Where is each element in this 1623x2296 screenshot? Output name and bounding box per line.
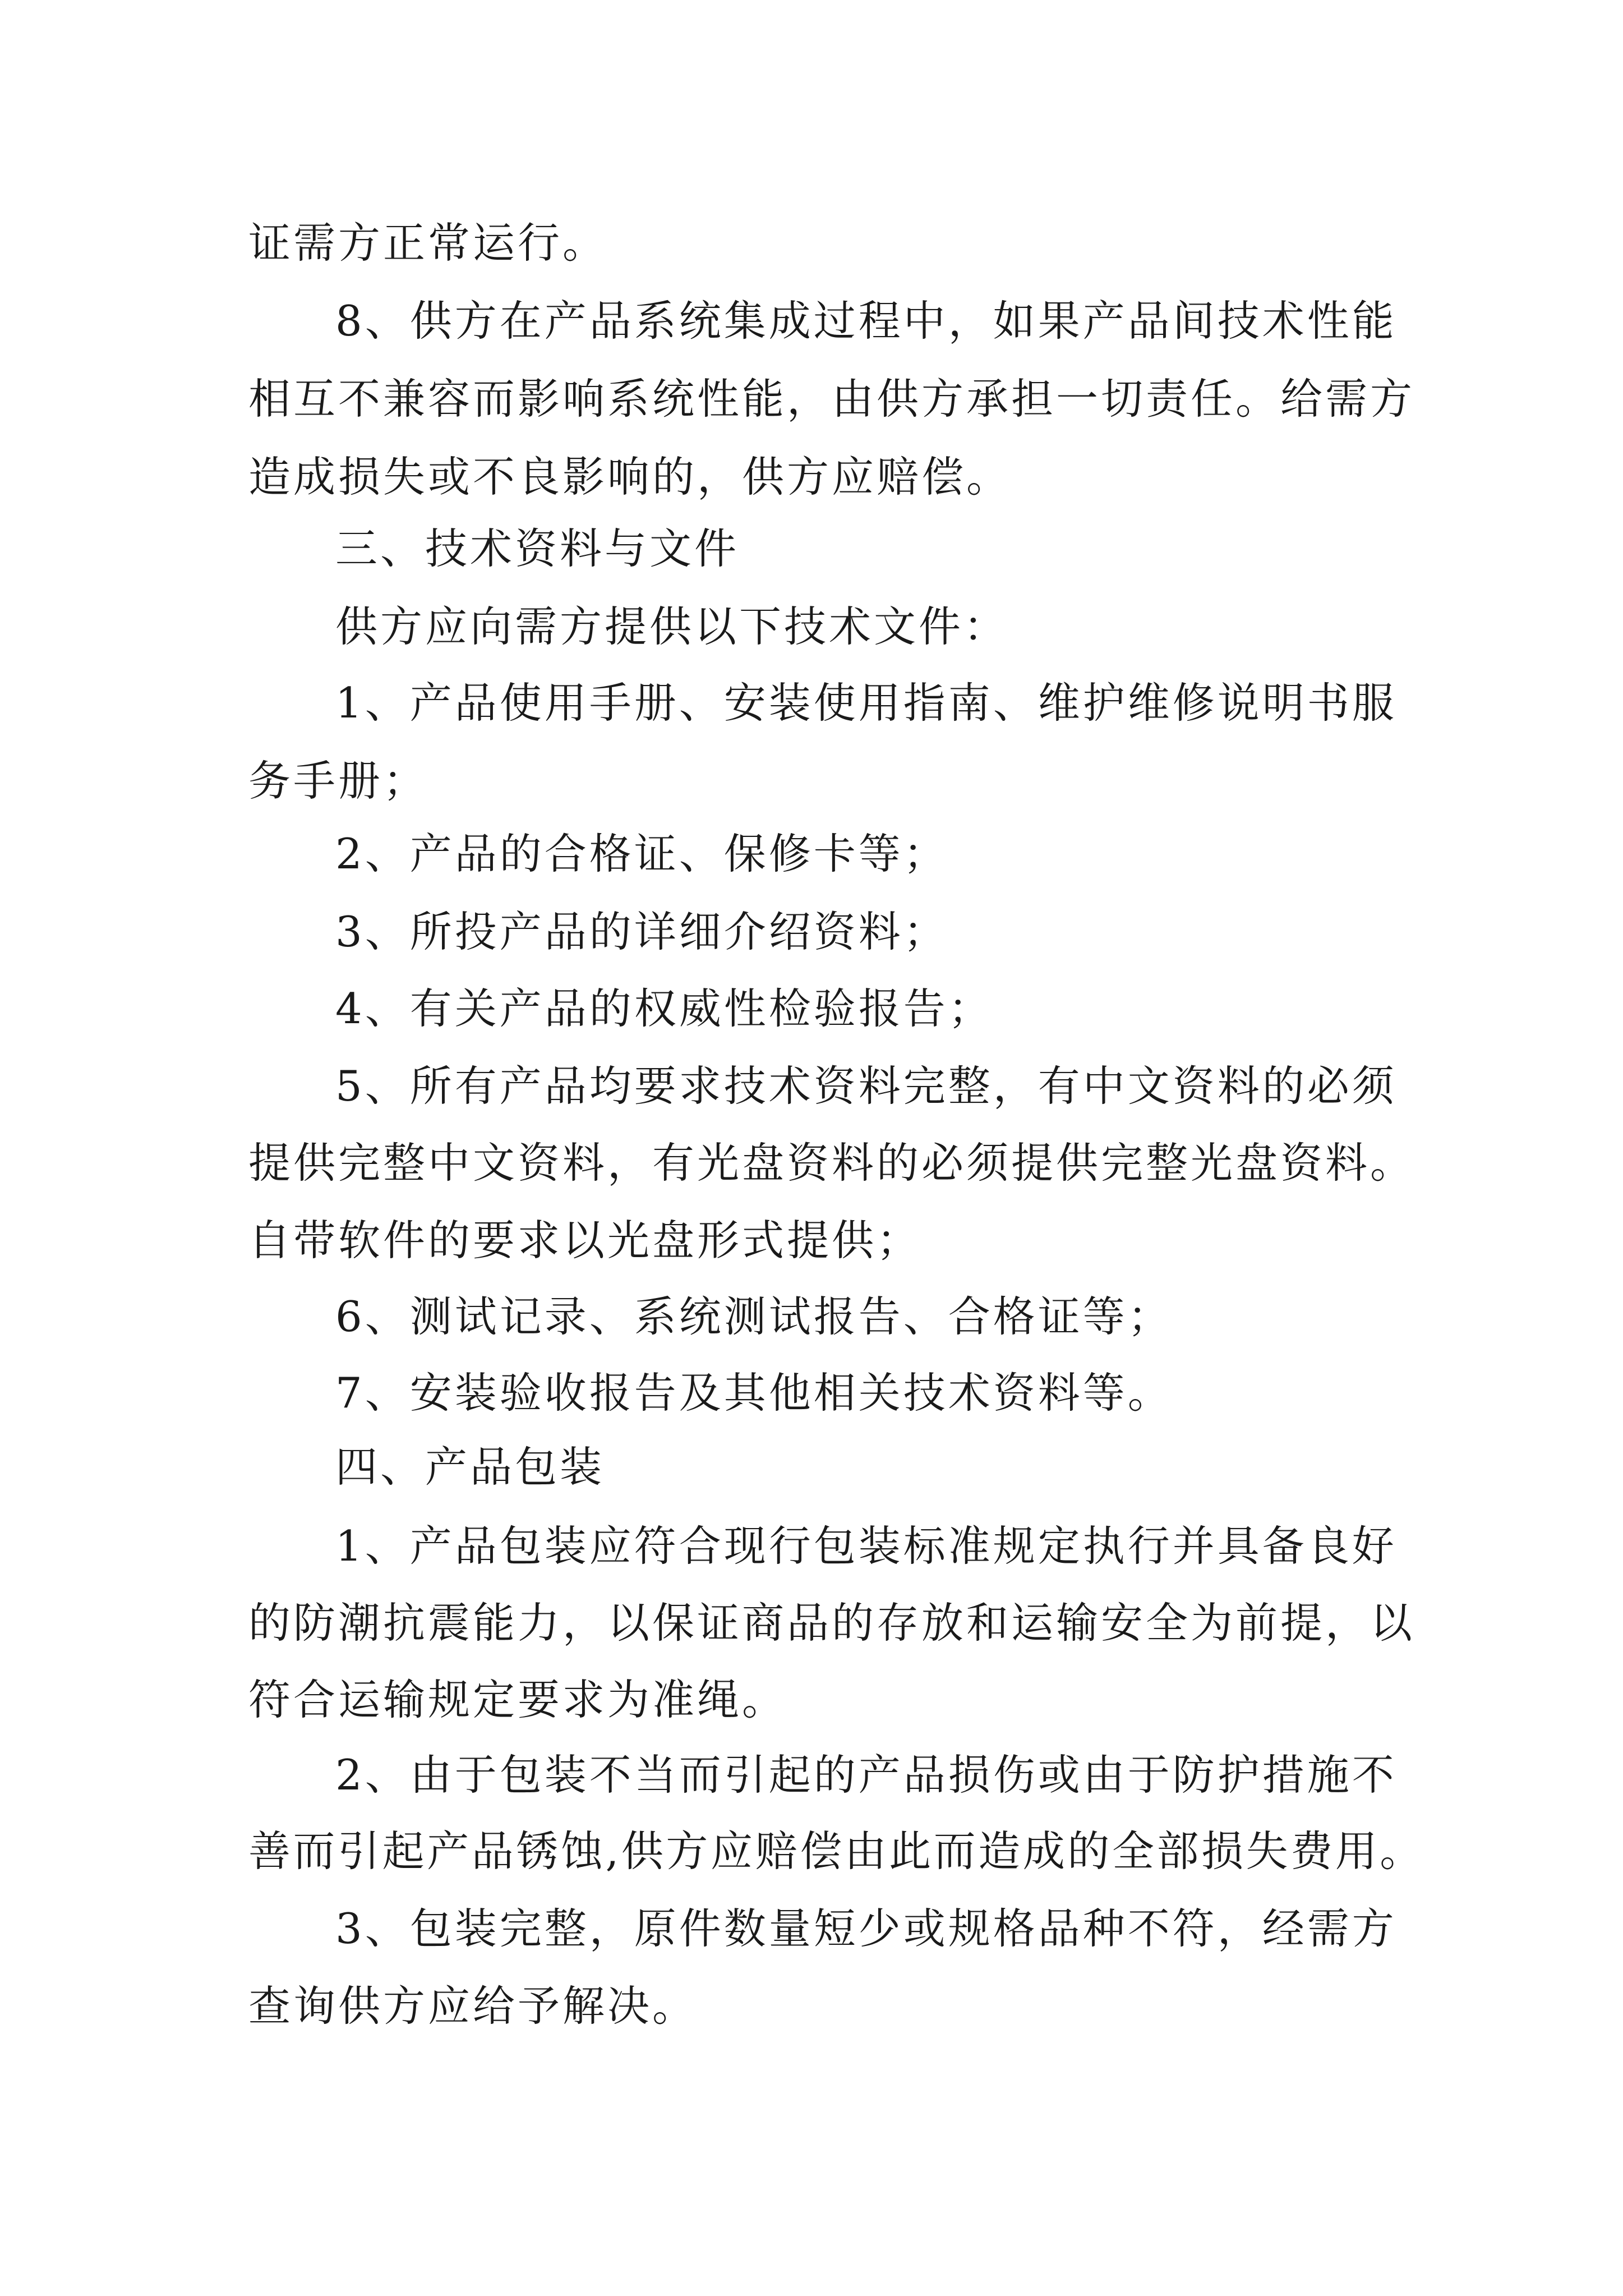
list-item-2: 2、产品的合格证、保修卡等； bbox=[335, 829, 948, 878]
list-item-4: 4、有关产品的权威性检验报告； bbox=[335, 984, 993, 1033]
text-line-clause-8: 8、供方在产品系统集成过程中，如果产品间技术性能 bbox=[335, 296, 1397, 346]
section-heading-4: 四、产品包装 bbox=[335, 1442, 605, 1492]
text-line: 的防潮抗震能力，以保证商品的存放和运输安全为前提，以 bbox=[248, 1598, 1415, 1648]
list-item-6: 6、测试记录、系统测试报告、合格证等； bbox=[335, 1292, 1173, 1341]
text-line: 查询供方应给予解决。 bbox=[248, 1981, 698, 2031]
list-item-3: 3、所投产品的详细介绍资料； bbox=[335, 907, 948, 956]
text-line: 符合运输规定要求为准绳。 bbox=[248, 1675, 787, 1724]
text-line-intro: 供方应向需方提供以下技术文件： bbox=[335, 602, 1009, 651]
text-line: 提供完整中文资料，有光盘资料的必须提供完整光盘资料。 bbox=[248, 1138, 1415, 1188]
list-item-1: 1、产品包装应符合现行包装标准规定执行并具备良好 bbox=[335, 1521, 1397, 1571]
list-item-3: 3、包装完整，原件数量短少或规格品种不符，经需方 bbox=[335, 1904, 1397, 1953]
section-heading-3: 三、技术资料与文件 bbox=[335, 524, 740, 573]
list-item-1: 1、产品使用手册、安装使用指南、维护维修说明书服 bbox=[335, 678, 1397, 728]
text-line-continuation: 证需方正常运行。 bbox=[248, 218, 608, 268]
text-line: 善而引起产品锈蚀,供方应赔偿由此而造成的全部损失费用。 bbox=[248, 1826, 1424, 1876]
text-line: 造成损失或不良影响的，供方应赔偿。 bbox=[248, 452, 1012, 501]
list-item-7: 7、安装验收报告及其他相关技术资料等。 bbox=[335, 1368, 1173, 1418]
text-line: 相互不兼容而影响系统性能，由供方承担一切责任。给需方 bbox=[248, 374, 1415, 424]
list-item-5: 5、所有产品均要求技术资料完整，有中文资料的必须 bbox=[335, 1061, 1397, 1111]
text-line: 务手册； bbox=[248, 756, 428, 806]
list-item-2: 2、由于包装不当而引起的产品损伤或由于防护措施不 bbox=[335, 1750, 1397, 1800]
text-line: 自带软件的要求以光盘形式提供； bbox=[248, 1216, 922, 1265]
